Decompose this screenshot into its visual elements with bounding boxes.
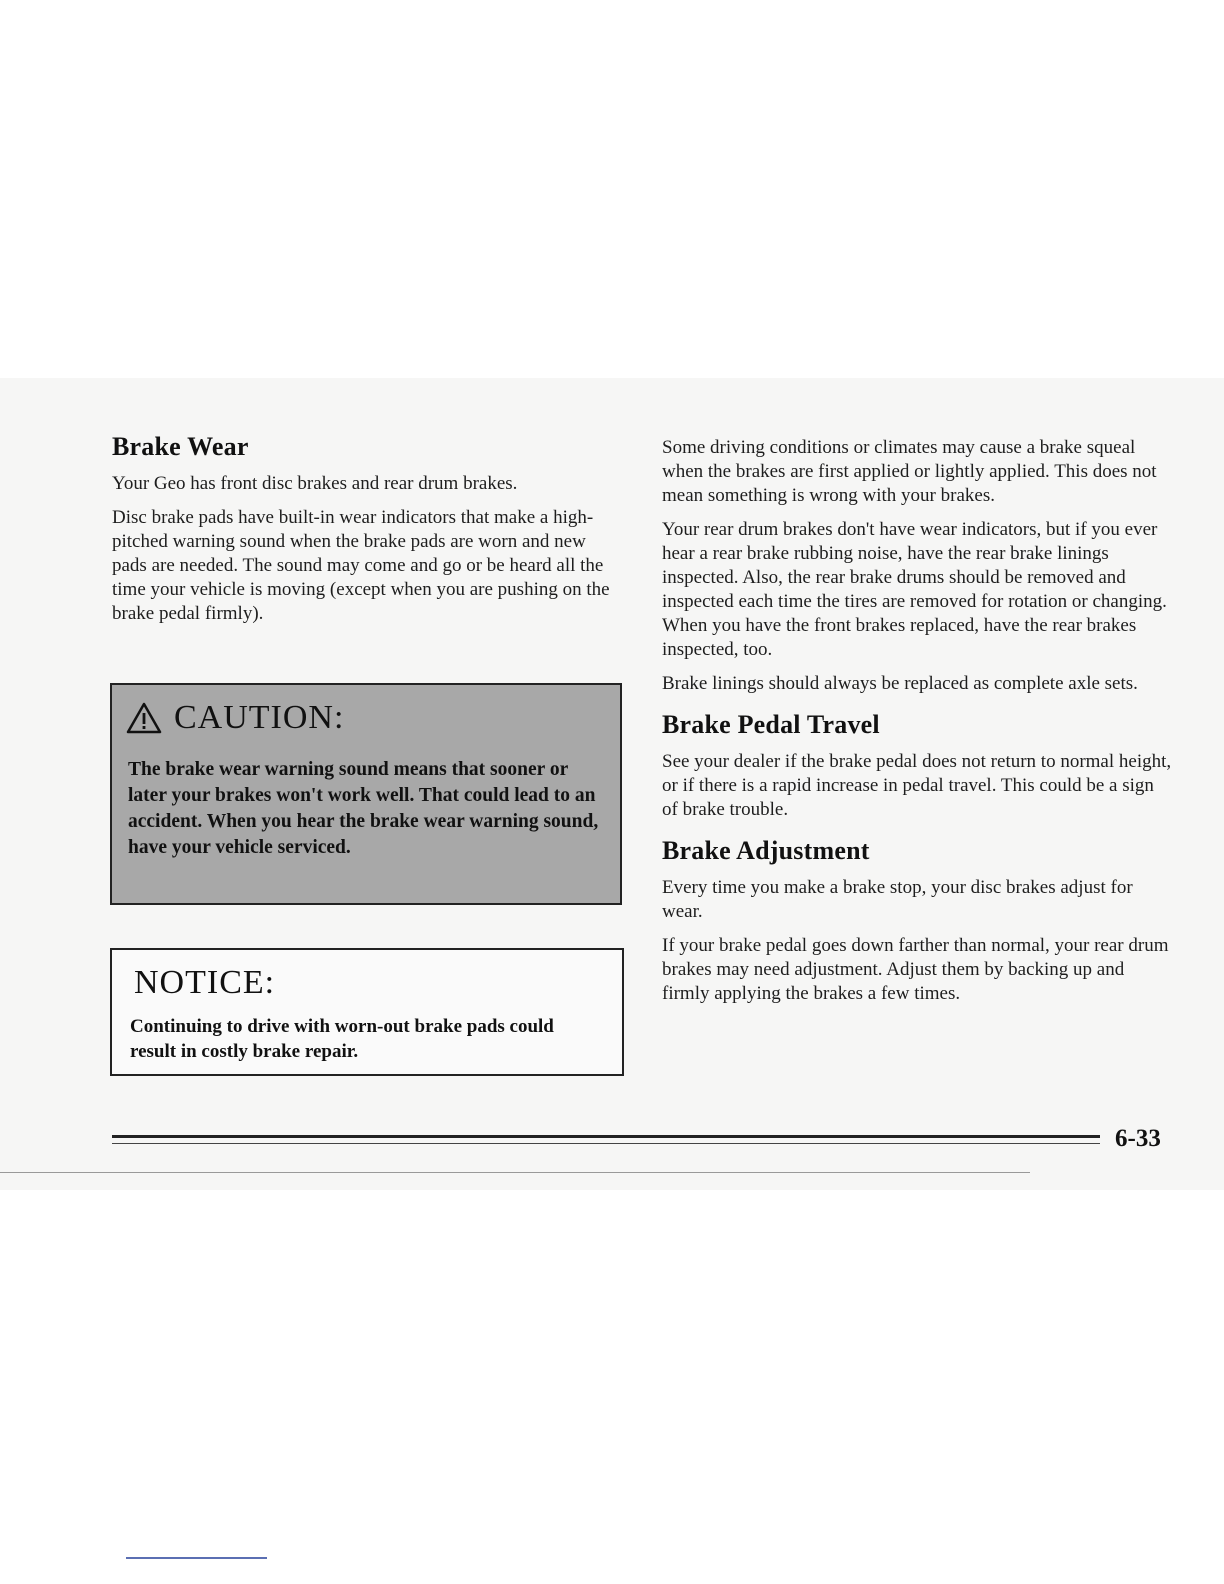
notice-title: NOTICE:	[134, 964, 276, 1001]
caution-header	[126, 699, 344, 737]
section-heading-brake-adjustment: Brake Adjustment	[662, 836, 870, 865]
warning-triangle-icon	[126, 702, 162, 734]
caution-box	[110, 683, 622, 905]
notice-box	[110, 948, 624, 1076]
paragraph-linings: Brake linings should always be replaced as complete axle sets.	[662, 673, 1138, 694]
paragraph-wear-indicators: Disc brake pads have built-in wear indicators that make a high-pitched warning sound when the brake pads are worn and new pads are needed. The sound may come and go or be heard all the time your vehicle is moving (except when you are pushing on the brake pedal firmly).	[112, 507, 610, 624]
page-number: 6-33	[1115, 1125, 1161, 1152]
caution-title: CAUTION:	[174, 699, 345, 736]
notice-body: Continuing to drive with worn-out brake pads could result in costly brake repair.	[130, 1016, 554, 1062]
footer-rule-thin	[112, 1143, 1100, 1144]
section-heading-brake-pedal-travel: Brake Pedal Travel	[662, 710, 880, 739]
paragraph-disc-adjust: Every time you make a brake stop, your disc brakes adjust for wear.	[662, 877, 1133, 922]
paragraph-drum-adjust: If your brake pedal goes down farther than normal, your rear drum brakes may need adjustment. Adjust them by backing up and firmly applying the brakes a few times.	[662, 935, 1169, 1004]
bottom-decorative-line	[126, 1557, 267, 1559]
section-heading-brake-wear: Brake Wear	[112, 432, 249, 461]
paragraph-rear-drum: Your rear drum brakes don't have wear indicators, but if you ever hear a rear brake rubbing noise, have the rear brake linings inspected. Also, the rear brake drums should be removed and inspected each time the tires are removed for rotation or changing. When you have the front brakes replaced, have the rear brakes inspected, too.	[662, 519, 1167, 660]
right-column	[662, 436, 1172, 1016]
paragraph-pedal-travel: See your dealer if the brake pedal does not return to normal height, or if there is a rapid increase in pedal travel. This could be a sign of brake trouble.	[662, 751, 1172, 820]
paragraph-brake-squeal: Some driving conditions or climates may cause a brake squeal when the brakes are first applied or lightly applied. This does not mean something is wrong with your brakes.	[662, 437, 1157, 506]
scan-edge-line	[0, 1172, 1030, 1173]
left-column	[112, 432, 624, 636]
paragraph-brake-types: Your Geo has front disc brakes and rear drum brakes.	[112, 473, 518, 494]
caution-body: The brake wear warning sound means that sooner or later your brakes won't work well. That could lead to an accident. When you hear the brake wear warning sound, have your vehicle serviced.	[128, 759, 599, 858]
footer-rule-thick	[112, 1135, 1100, 1138]
